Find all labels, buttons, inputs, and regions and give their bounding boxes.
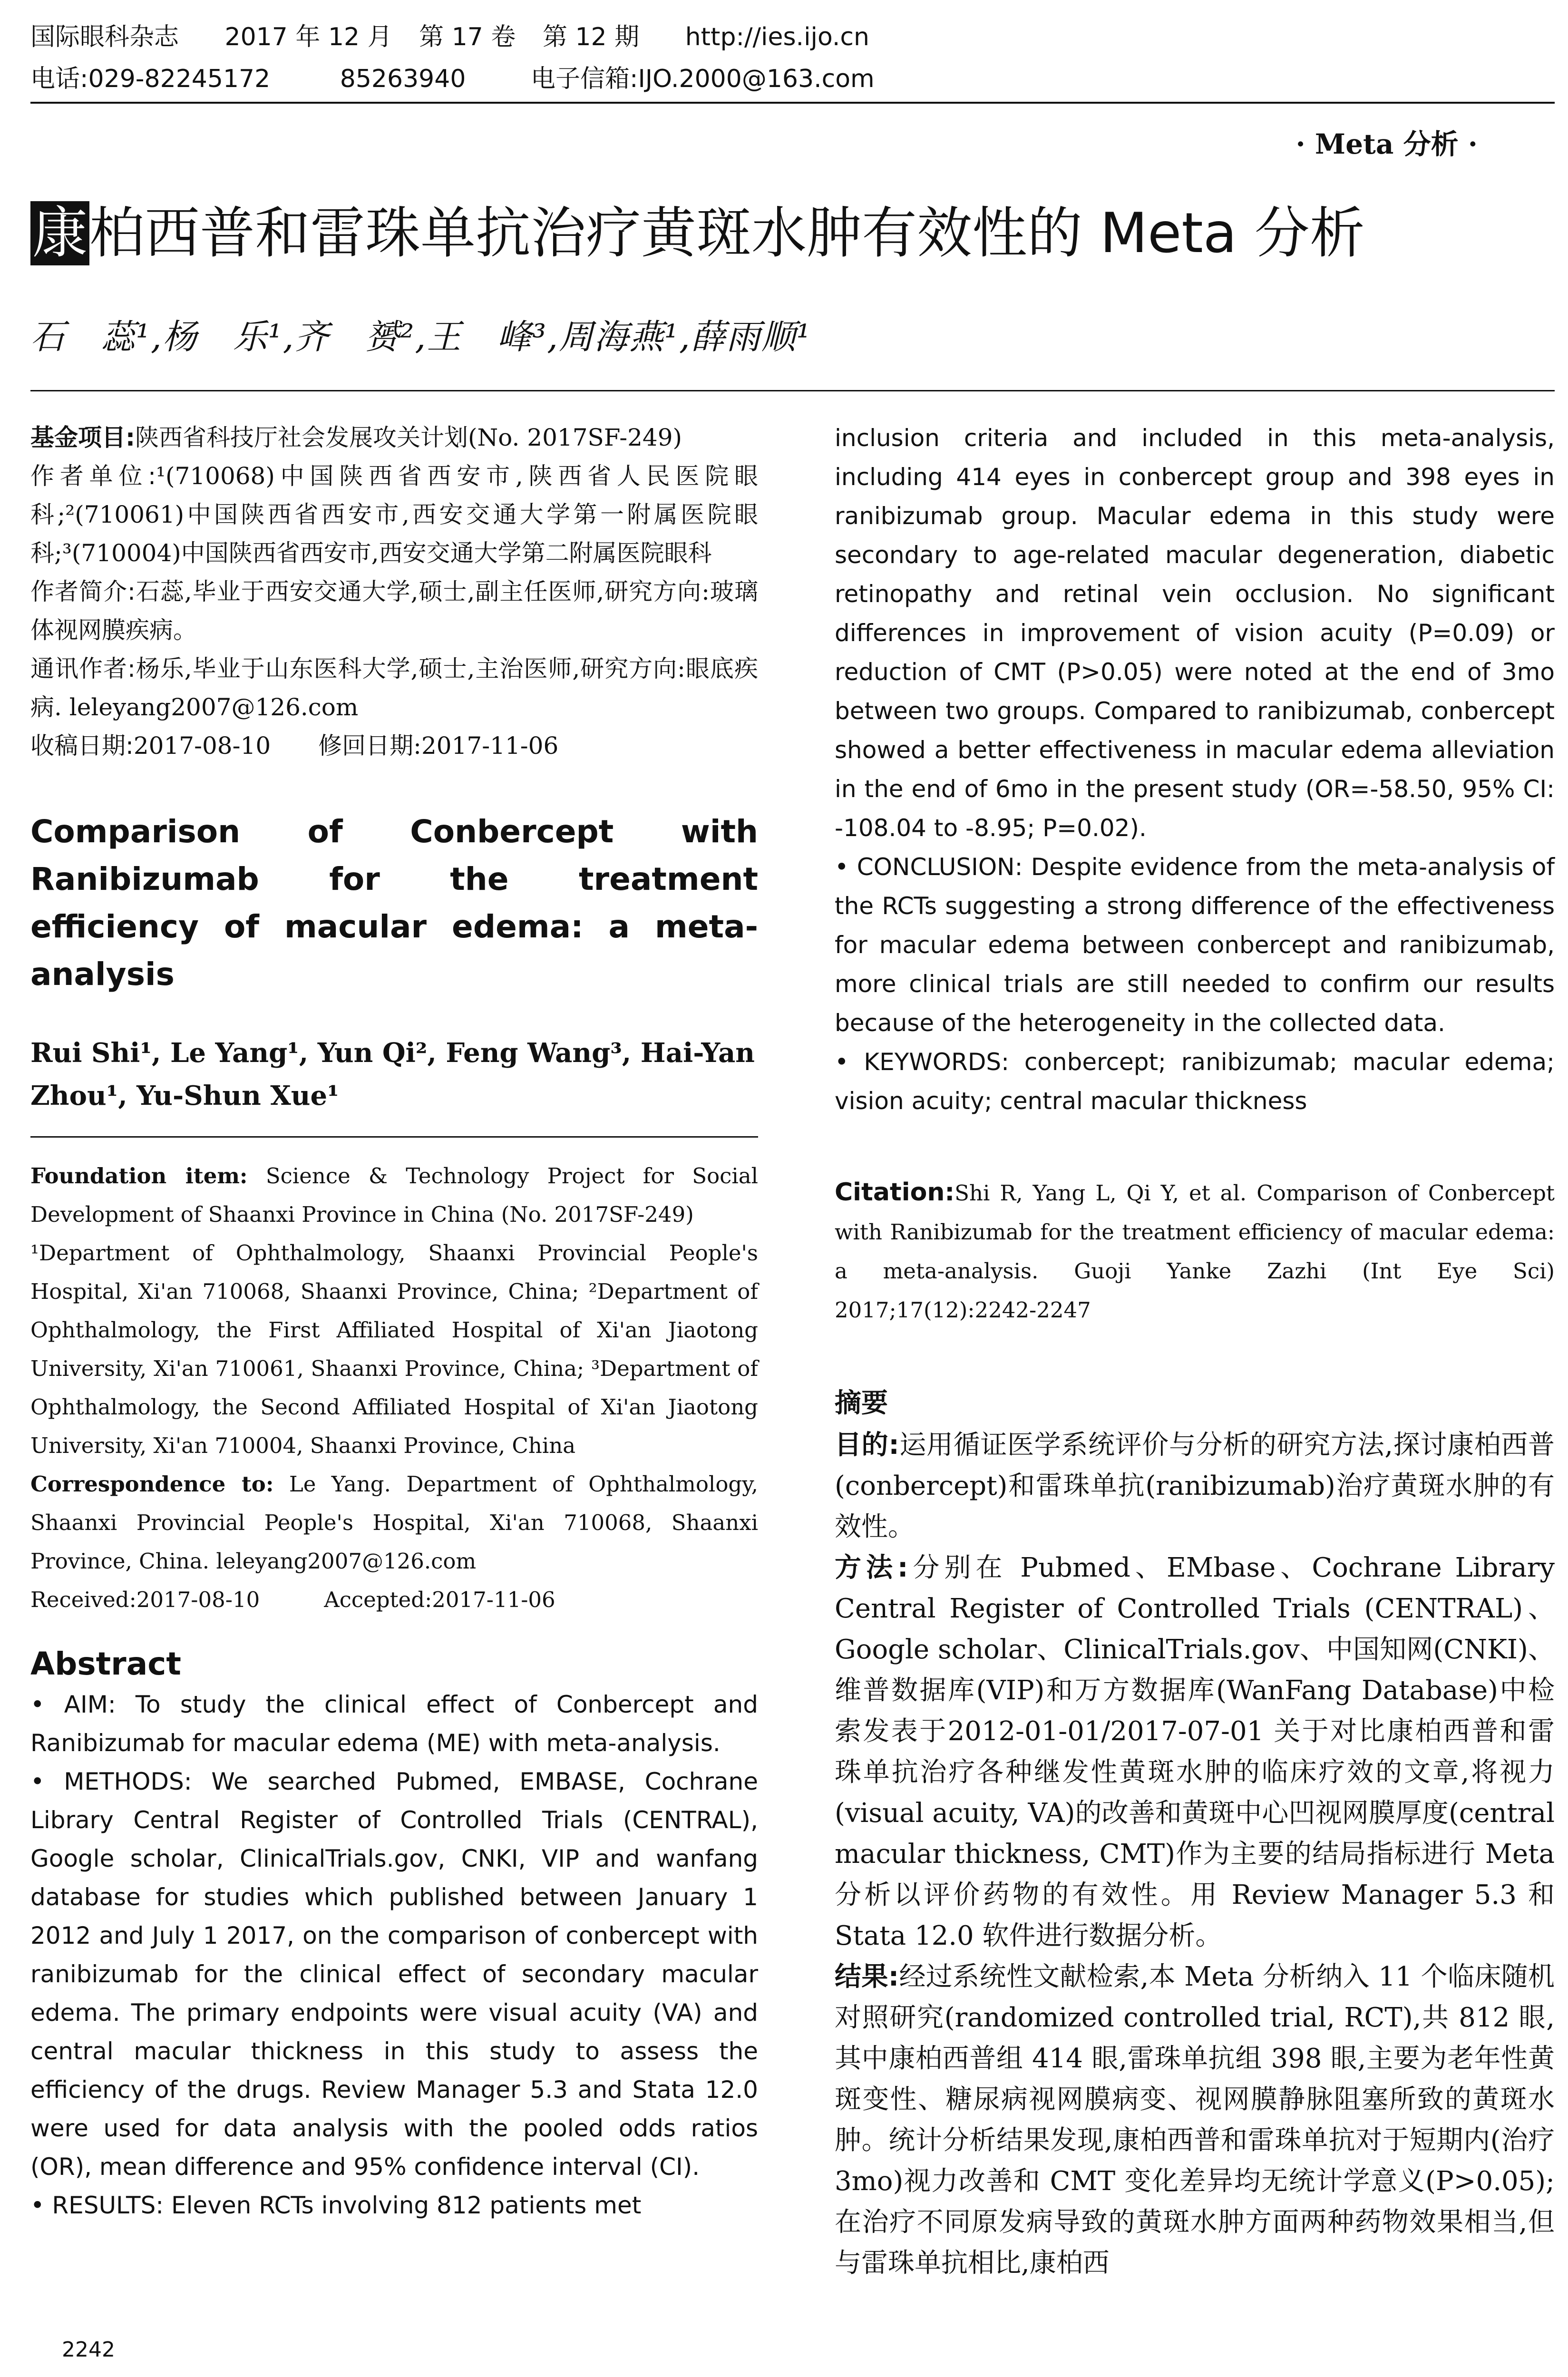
- issue-date: 2017 年 12 月: [224, 23, 392, 51]
- authors-rule: [30, 390, 1555, 391]
- page-number: 2242: [62, 2338, 115, 2362]
- cn-abstract-methods: 方法:分别在 Pubmed、EMbase、Cochrane Library Central Register of Controlled Trials (CENTRAL)、Google scholar、ClinicalTrials.gov、中国知网(CNKI)、维普数据库(VIP)和万方数据库(WanFang Database)中检索发表于2012-01-01/2017-07-01 关于对比康柏西普和雷珠单抗治疗各种继发性黄斑水肿的临床疗效的文章,将视力(visual acuity, VA)的改善和黄斑中心凹视网膜厚度(central macular thickness, CMT)作为主要的结局指标进行 Meta 分析以评价药物的有效性。用 Review Manager 5.3 和 Stata 12.0 软件进行数据分析。: [835, 1552, 1555, 1951]
- abstract-methods: • METHODS: We searched Pubmed, EMBASE, Cochrane Library Central Register of Controlled Trials (CENTRAL), Google scholar, ClinicalTrials.gov, CNKI, VIP and wanfang database for studies which published between January 1 2012 and July 1 2017, on the comparison of conbercept with ranibizumab for the clinical effect of secondary macular edema. The primary endpoints were visual acuity (VA) and central macular thickness in this study to assess the efficiency of the drugs. Review Manager 5.3 and Stata 12.0 were used for data analysis with the pooled odds ratios (OR), mean difference and 95% confidence interval (CI).: [30, 1768, 758, 2181]
- article-info-en: [30, 1157, 758, 1619]
- citation: Citation:Shi R, Yang L, Qi Y, et al. Comparison of Conbercept with Ranibizumab for the treatment efficiency of macular edema: a meta-analysis. Guoji Yanke Zazhi (Int Eye Sci) 2017;17(12):2242-2247: [835, 1178, 1555, 1323]
- funding-cn: 基金项目:陕西省科技厅社会发展攻关计划(No. 2017SF-249): [30, 424, 682, 451]
- dates-en: Received:2017-08-10 Accepted:2017-11-06: [30, 1587, 555, 1612]
- abstract-results-start: • RESULTS: Eleven RCTs involving 812 patients met: [30, 2192, 642, 2219]
- journal-header-line1: [30, 21, 869, 53]
- header-rule: [30, 102, 1555, 104]
- cn-abstract: [835, 1425, 1555, 2284]
- journal-website[interactable]: http://ies.ijo.cn: [685, 23, 869, 51]
- cn-abstract-results: 结果:经过系统性文献检索,本 Meta 分析纳入 11 个临床随机对照研究(randomized controlled trial, RCT),共 812 眼,其中康柏西普组 414 眼,雷珠单抗组 398 眼,主要为老年性黄斑变性、糖尿病视网膜病变、视网膜静脉阻塞所致的黄斑水肿。统计分析结果发现,康柏西普和雷珠单抗对于短期内(治疗 3mo)视力改善和 CMT 变化差异均无统计学意义(P>0.05);在治疗不同原发病导致的黄斑水肿方面两种药物效果相当,但与雷珠单抗相比,康柏西: [835, 1961, 1555, 2279]
- cn-abstract-heading: 摘要: [835, 1388, 888, 1419]
- issue-number: 第 12 期: [542, 23, 640, 51]
- correspondence-cn: 通讯作者:杨乐,毕业于山东医科大学,硕士,主治医师,研究方向:眼底疾病. leleyang2007@126.com: [30, 655, 758, 721]
- right-column: [835, 419, 1555, 2284]
- affiliations-cn: 作者单位:¹(710068)中国陕西省西安市,陕西省人民医院眼科;²(710061)中国陕西省西安市,西安交通大学第一附属医院眼科;³(710004)中国陕西省西安市,西安交通大学第二附属医院眼科: [30, 462, 758, 567]
- cn-abstract-aim: 目的:运用循证医学系统评价与分析的研究方法,探讨康柏西普(conbercept)和雷珠单抗(ranibizumab)治疗黄斑水肿的有效性。: [835, 1430, 1555, 1542]
- title-rest: 柏西普和雷珠单抗治疗黄斑水肿有效性的 Meta 分析: [89, 201, 1365, 265]
- article-title-cn: [30, 198, 1365, 269]
- article-info-cn: [30, 419, 758, 765]
- correspondence-en: Correspondence to: Le Yang. Department of Ophthalmology, Shaanxi Provincial People's Hospital, Xi'an 710068, Shaanxi Province, China. leleyang2007@126.com: [30, 1471, 758, 1574]
- journal-email[interactable]: 电子信箱:IJO.2000@163.com: [530, 65, 875, 93]
- title-first-char: 康: [30, 201, 89, 265]
- authors-en-rule: [30, 1136, 758, 1138]
- author-bio-cn: 作者简介:石蕊,毕业于西安交通大学,硕士,副主任医师,研究方向:玻璃体视网膜疾病。: [30, 578, 758, 644]
- abstract-aim: • AIM: To study the clinical effect of Conbercept and Ranibizumab for macular edema (ME) with meta-analysis.: [30, 1691, 758, 1757]
- abstract-conclusion: • CONCLUSION: Despite evidence from the meta-analysis of the RCTs suggesting a strong difference of the effectiveness for macular edema between conbercept and ranibizumab, more clinical trials are still needed to confirm our results because of the heterogeneity in the collected data.: [835, 853, 1555, 1037]
- left-column: [30, 419, 758, 2225]
- article-title-en: Comparison of Conbercept with Ranibizumab for the treatment efficiency of macular edema: a meta-analysis: [30, 813, 758, 993]
- journal-name: 国际眼科杂志: [30, 23, 179, 51]
- phone-2: 85263940: [340, 65, 466, 93]
- journal-header-line2: [30, 63, 875, 95]
- authors-cn: 石 蕊¹,杨 乐¹,齐 赟²,王 峰³,周海燕¹,薛雨顺¹: [30, 317, 811, 357]
- authors-en: Rui Shi¹, Le Yang¹, Yun Qi², Feng Wang³, Hai-Yan Zhou¹, Yu-Shun Xue¹: [30, 1037, 755, 1111]
- dates-cn: 收稿日期:2017-08-10 修回日期:2017-11-06: [30, 732, 559, 760]
- abstract-heading: Abstract: [30, 1646, 181, 1682]
- phone: 电话:029-82245172: [30, 65, 271, 93]
- section-tag: · Meta 分析 ·: [1295, 128, 1478, 160]
- abstract-results-cont: inclusion criteria and included in this meta-analysis, including 414 eyes in conbercept group and 398 eyes in ranibizumab group. Macular edema in this study were secondary to age-related macular degeneration, diabetic retinopathy and retinal vein occlusion. No significant differences in improvement of vision acuity (P=0.09) or reduction of CMT (P>0.05) were noted at the end of 3mo between two groups. Compared to ranibizumab, conbercept showed a better effectiveness in macular edema alleviation in the end of 6mo in the present study (OR=-58.50, 95% CI: -108.04 to -8.95; P=0.02).: [835, 424, 1555, 842]
- abstract-left: [30, 1685, 758, 2225]
- volume: 第 17 卷: [419, 23, 516, 51]
- funding-en: Foundation item: Science & Technology Project for Social Development of Shaanxi Province in China (No. 2017SF-249): [30, 1163, 758, 1227]
- affiliations-en: ¹Department of Ophthalmology, Shaanxi Provincial People's Hospital, Xi'an 710068, Shaanxi Province, China; ²Department of Ophthalmology, the First Affiliated Hospital of Xi'an Jiaotong University, Xi'an 710061, Shaanxi Province, China; ³Department of Ophthalmology, the Second Affiliated Hospital of Xi'an Jiaotong University, Xi'an 710004, Shaanxi Province, China: [30, 1240, 758, 1458]
- abstract-right: [835, 419, 1555, 1120]
- abstract-keywords: • KEYWORDS: conbercept; ranibizumab; macular edema; vision acuity; central macular thickness: [835, 1048, 1555, 1115]
